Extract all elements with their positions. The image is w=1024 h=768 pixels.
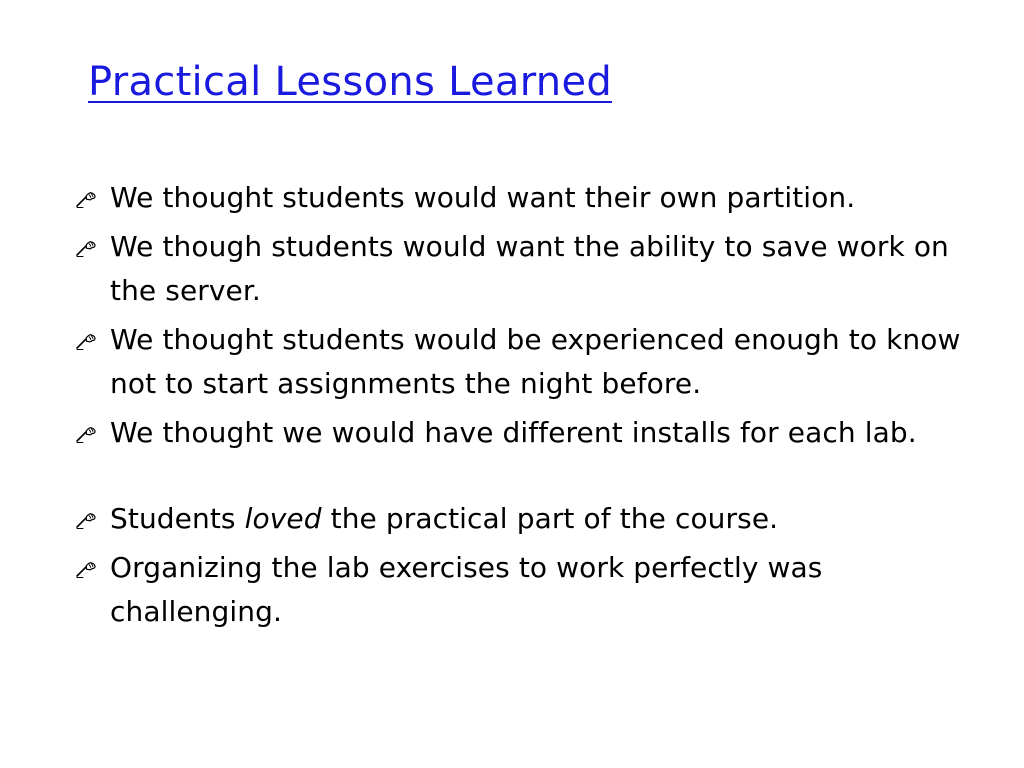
writing-hand-icon <box>74 225 110 269</box>
bullet-text: We thought we would have different installs for each lab. <box>110 416 917 449</box>
bullet-item <box>74 497 994 541</box>
writing-hand-icon <box>74 497 110 541</box>
bullet-item <box>74 176 994 220</box>
bullet-item <box>74 411 994 455</box>
writing-hand-icon <box>74 176 110 220</box>
bullet-text: We though students would want the ability to save work on the server. <box>110 230 949 307</box>
bullet-item <box>74 546 994 634</box>
emphasized-word: loved <box>244 502 322 535</box>
writing-hand-icon <box>74 546 110 590</box>
writing-hand-icon <box>74 318 110 362</box>
bullet-item <box>74 318 994 406</box>
bullet-text: We thought students would want their own partition. <box>110 181 856 214</box>
writing-hand-icon <box>74 411 110 455</box>
bullet-text: Organizing the lab exercises to work perfectly was challenging. <box>110 551 823 628</box>
bullet-item <box>74 225 994 313</box>
slide-title: Practical Lessons Learned <box>88 59 613 105</box>
bullet-text <box>110 497 994 541</box>
bullet-text-part: Students <box>110 502 245 535</box>
bullet-text-part: the practical part of the course. <box>321 502 779 535</box>
bullet-text: We thought students would be experienced enough to know not to start assignments the night before. <box>110 323 961 400</box>
bullet-list <box>74 176 994 639</box>
